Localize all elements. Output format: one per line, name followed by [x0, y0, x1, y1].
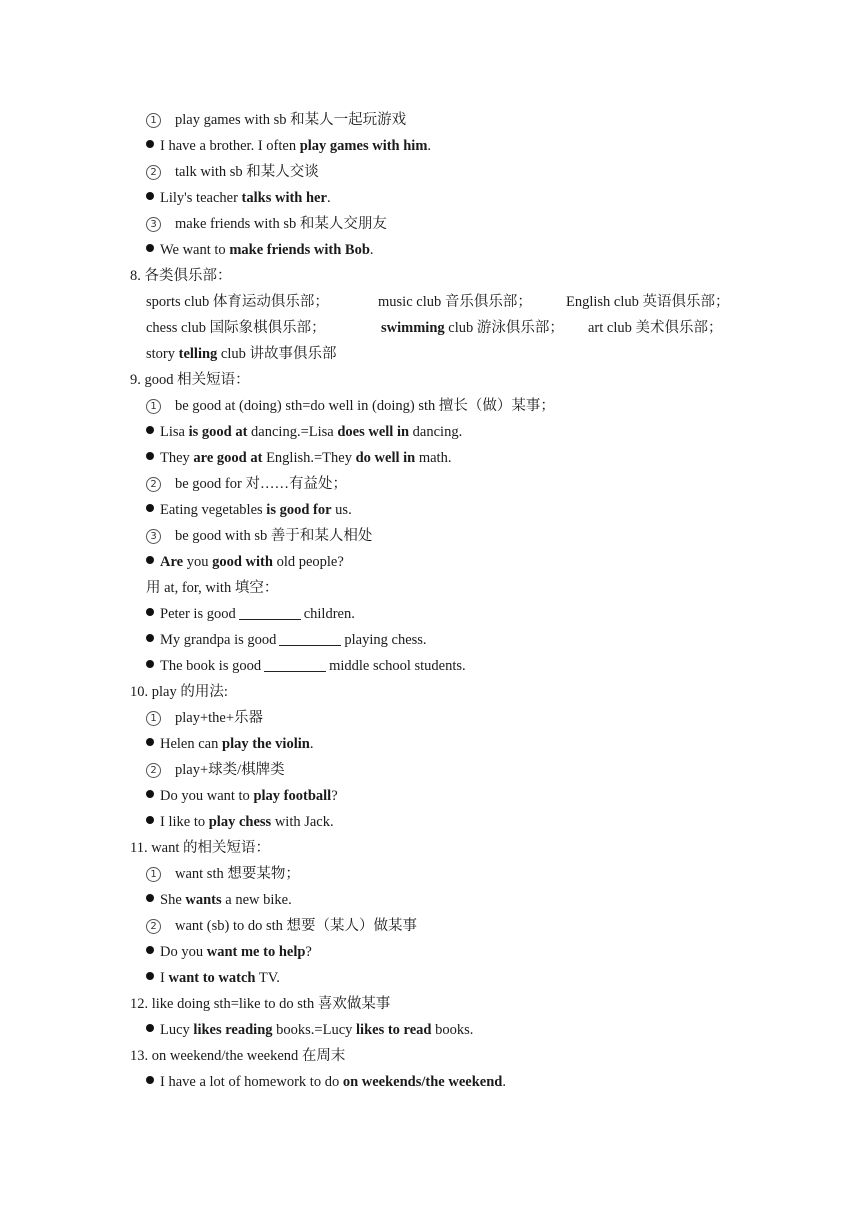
circled-number: 2: [146, 165, 161, 180]
section-heading: 9. good 相关短语：: [130, 372, 250, 388]
bullet-icon: [146, 816, 154, 824]
example-sentence: Lucy likes reading books.=Lucy likes to read books.: [146, 1017, 473, 1043]
bullet-icon: [146, 244, 154, 252]
example-sentence: Do you want to play football?: [146, 783, 338, 809]
club-item: chess club 国际象棋俱乐部；: [146, 320, 326, 336]
phrase-text: make friends with sb 和某人交朋友: [175, 216, 387, 232]
bullet-icon: [146, 1024, 154, 1032]
section-heading: 11. want 的相关短语：: [130, 840, 271, 856]
phrase-text: play+球类/棋牌类: [175, 762, 285, 778]
exercise-question: The book is good middle school students.: [146, 653, 466, 679]
phrase-text: play games with sb 和某人一起玩游戏: [175, 112, 407, 128]
section-heading: 10. play 的用法:: [130, 684, 228, 700]
bullet-icon: [146, 790, 154, 798]
club-item: art club 美术俱乐部；: [588, 320, 723, 336]
bullet-icon: [146, 1076, 154, 1084]
circled-number: 1: [146, 399, 161, 414]
example-sentence: They are good at English.=They do well in math.: [146, 445, 451, 471]
example-sentence: I like to play chess with Jack.: [146, 809, 334, 835]
answer-blank[interactable]: [239, 605, 301, 620]
phrase-item: [146, 107, 406, 133]
example-sentence: She wants a new bike.: [146, 887, 292, 913]
club-item: sports club 体育运动俱乐部；: [146, 294, 329, 310]
phrase-item: [146, 913, 417, 939]
bullet-icon: [146, 504, 154, 512]
bullet-icon: [146, 946, 154, 954]
example-sentence: I have a brother. I often play games with him.: [146, 133, 431, 159]
circled-number: 2: [146, 919, 161, 934]
bullet-icon: [146, 972, 154, 980]
example-sentence: Lisa is good at dancing.=Lisa does well in dancing.: [146, 419, 462, 445]
club-row: [0, 289, 860, 315]
bullet-icon: [146, 738, 154, 746]
example-sentence: I want to watch TV.: [146, 965, 280, 991]
phrase-text: play+the+乐器: [175, 710, 264, 726]
section-heading: 8. 各类俱乐部：: [130, 268, 232, 284]
bullet-icon: [146, 660, 154, 668]
phrase-text: want (sb) to do sth 想要（某人）做某事: [175, 918, 418, 934]
example-sentence: Eating vegetables is good for us.: [146, 497, 352, 523]
circled-number: 3: [146, 217, 161, 232]
bullet-icon: [146, 634, 154, 642]
circled-number: 2: [146, 763, 161, 778]
circled-number: 1: [146, 711, 161, 726]
phrase-item: [146, 705, 263, 731]
club-row: story telling club 讲故事俱乐部: [146, 346, 337, 362]
phrase-text: talk with sb 和某人交谈: [175, 164, 319, 180]
phrase-text: want sth 想要某物；: [175, 866, 300, 882]
bullet-icon: [146, 608, 154, 616]
bullet-icon: [146, 140, 154, 148]
circled-number: 2: [146, 477, 161, 492]
circled-number: 1: [146, 867, 161, 882]
bullet-icon: [146, 556, 154, 564]
club-row: [0, 315, 860, 341]
exercise-question: Peter is good children.: [146, 601, 355, 627]
phrase-item: [146, 861, 300, 887]
phrase-item: [146, 757, 285, 783]
section-heading: 13. on weekend/the weekend 在周末: [130, 1048, 346, 1064]
circled-number: 3: [146, 529, 161, 544]
club-item: swimming club 游泳俱乐部；: [381, 320, 564, 336]
section-heading: 12. like doing sth=like to do sth 喜欢做某事: [130, 996, 391, 1012]
bullet-icon: [146, 894, 154, 902]
bullet-icon: [146, 452, 154, 460]
club-item: English club 英语俱乐部；: [566, 294, 730, 310]
exercise-instruction: 用 at, for, with 填空：: [146, 580, 279, 596]
example-sentence: Helen can play the violin.: [146, 731, 313, 757]
bullet-icon: [146, 426, 154, 434]
phrase-item: [146, 159, 319, 185]
phrase-text: be good for 对……有益处；: [175, 476, 347, 492]
phrase-item: [146, 393, 555, 419]
phrase-item: [146, 471, 347, 497]
example-sentence: Are you good with old people?: [146, 549, 344, 575]
example-sentence: We want to make friends with Bob.: [146, 237, 374, 263]
phrase-item: [146, 211, 387, 237]
circled-number: 1: [146, 113, 161, 128]
phrase-text: be good with sb 善于和某人相处: [175, 528, 373, 544]
club-item: music club 音乐俱乐部；: [378, 294, 532, 310]
example-sentence: Lily's teacher talks with her.: [146, 185, 331, 211]
answer-blank[interactable]: [279, 631, 341, 646]
answer-blank[interactable]: [264, 657, 326, 672]
exercise-question: My grandpa is good playing chess.: [146, 627, 427, 653]
phrase-item: [146, 523, 372, 549]
example-sentence: I have a lot of homework to do on weekends/the weekend.: [146, 1069, 506, 1095]
phrase-text: be good at (doing) sth=do well in (doing) sth 擅长（做）某事；: [175, 398, 555, 414]
example-sentence: Do you want me to help?: [146, 939, 312, 965]
bullet-icon: [146, 192, 154, 200]
